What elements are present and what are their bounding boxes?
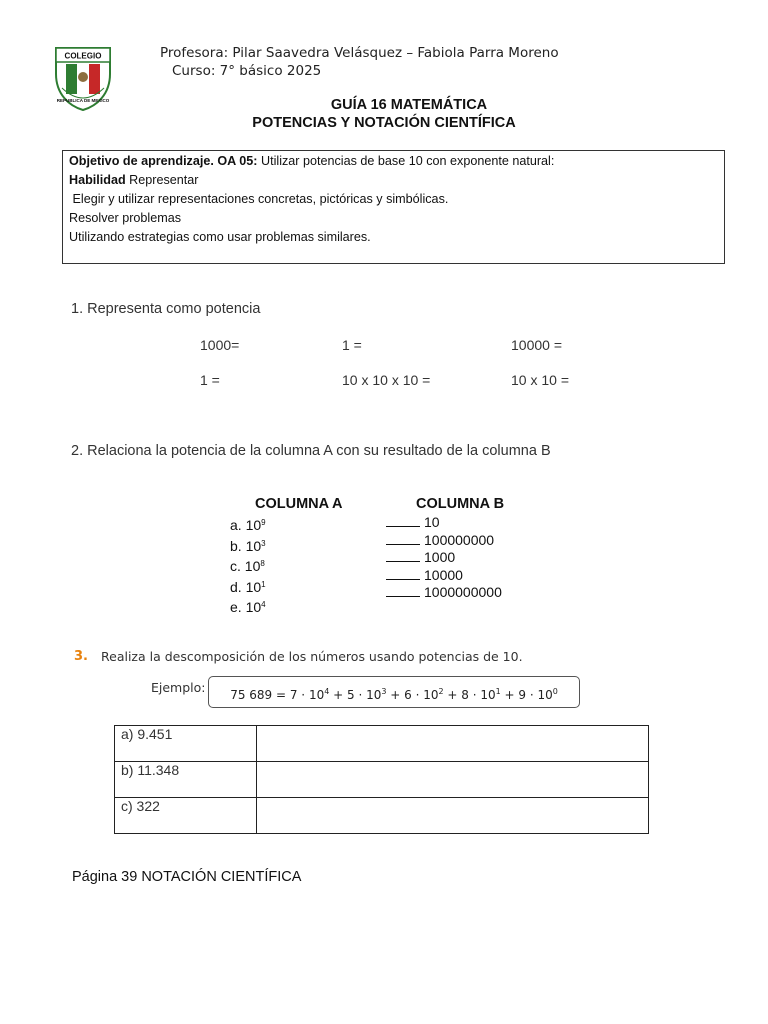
row-label: b) 11.348	[115, 762, 257, 798]
column-b-header: COLUMNA B	[416, 496, 505, 512]
table-row	[115, 798, 649, 834]
q1-item-5: 10 x 10 x 10 =	[342, 372, 431, 388]
skill-text: Representar	[125, 173, 199, 187]
q1-item-2: 1 =	[342, 337, 362, 353]
guide-title: GUÍA 16 MATEMÁTICA	[330, 97, 488, 113]
objective-line-5: Utilizando estrategias como usar problemas similares.	[69, 230, 371, 244]
logo-text-top: COLEGIO	[64, 51, 102, 61]
q1-item-4: 1 =	[200, 372, 220, 388]
column-a-item: e. $10^4$	[230, 599, 266, 615]
answer-blank[interactable]	[386, 532, 420, 545]
column-a-item: c. $10^8$	[230, 558, 265, 574]
answer-blank[interactable]	[386, 549, 420, 562]
table-row	[115, 762, 649, 798]
column-b-item: 1000	[386, 549, 502, 567]
column-a-item: d. $10^1$	[230, 578, 266, 595]
row-label: a) 9.451	[115, 726, 257, 762]
decomposition-table	[114, 725, 649, 834]
skill-label: Habilidad	[69, 173, 126, 187]
answer-cell[interactable]	[257, 726, 649, 762]
objective-line-3: Elegir y utilizar representaciones concretas, pictóricas y simbólicas.	[69, 192, 449, 206]
answer-cell[interactable]	[257, 798, 649, 834]
teacher-names: Profesora: Pilar Saavedra Velásquez – Fabiola Parra Moreno	[160, 45, 559, 61]
column-a-item: b. $10^3$	[230, 537, 266, 554]
q1-item-6: 10 x 10 =	[511, 372, 569, 388]
example-label: Ejemplo:	[151, 680, 206, 695]
row-label: c) 322	[115, 798, 257, 834]
q1-item-1: 1000=	[200, 337, 240, 353]
column-a-header: COLUMNA A	[255, 496, 343, 512]
example-box: 75 $689 = 7 \cdot 10^4 + 5 \cdot 10^3 + 6 \cdot 10^2 + 8 \cdot 10^1 + 9 \cdot 10^0$	[208, 676, 580, 708]
column-b-item: 10000	[386, 567, 502, 585]
objective-line-4: Resolver problemas	[69, 211, 181, 225]
answer-blank[interactable]	[386, 567, 420, 580]
course-line: Curso: 7° básico 2025	[172, 63, 322, 79]
q1-item-3: 10000 =	[511, 337, 562, 353]
objective-box	[62, 150, 725, 264]
column-b-item: 100000000	[386, 532, 502, 550]
q1-prompt: 1. Representa como potencia	[71, 301, 261, 317]
q2-prompt: 2. Relaciona la potencia de la columna A con su resultado de la columna B	[71, 443, 551, 459]
table-row	[115, 726, 649, 762]
skill-line	[69, 171, 718, 190]
answer-cell[interactable]	[257, 762, 649, 798]
objective-text: Utilizar potencias de base 10 con exponente natural:	[257, 154, 555, 168]
answer-blank[interactable]	[386, 514, 420, 527]
q3-prompt: Realiza la descomposición de los números usando potencias de 10.	[101, 649, 523, 664]
column-a-item: a. $10^9$	[230, 517, 266, 533]
column-b-list	[386, 514, 502, 602]
page-footer: Página 39 NOTACIÓN CIENTÍFICA	[72, 869, 302, 885]
logo-text-bottom: REPUBLICA DE MEXICO	[56, 98, 110, 103]
column-b-item: 1000000000	[386, 584, 502, 602]
objective-line	[69, 152, 718, 171]
guide-subtitle: POTENCIAS Y NOTACIÓN CIENTÍFICA	[252, 115, 516, 131]
answer-blank[interactable]	[386, 584, 420, 597]
q3-number: 3.	[74, 649, 88, 664]
column-a-list	[230, 514, 266, 617]
column-b-item: 10	[386, 514, 502, 532]
objective-lead: Objetivo de aprendizaje. OA 05:	[69, 154, 258, 168]
